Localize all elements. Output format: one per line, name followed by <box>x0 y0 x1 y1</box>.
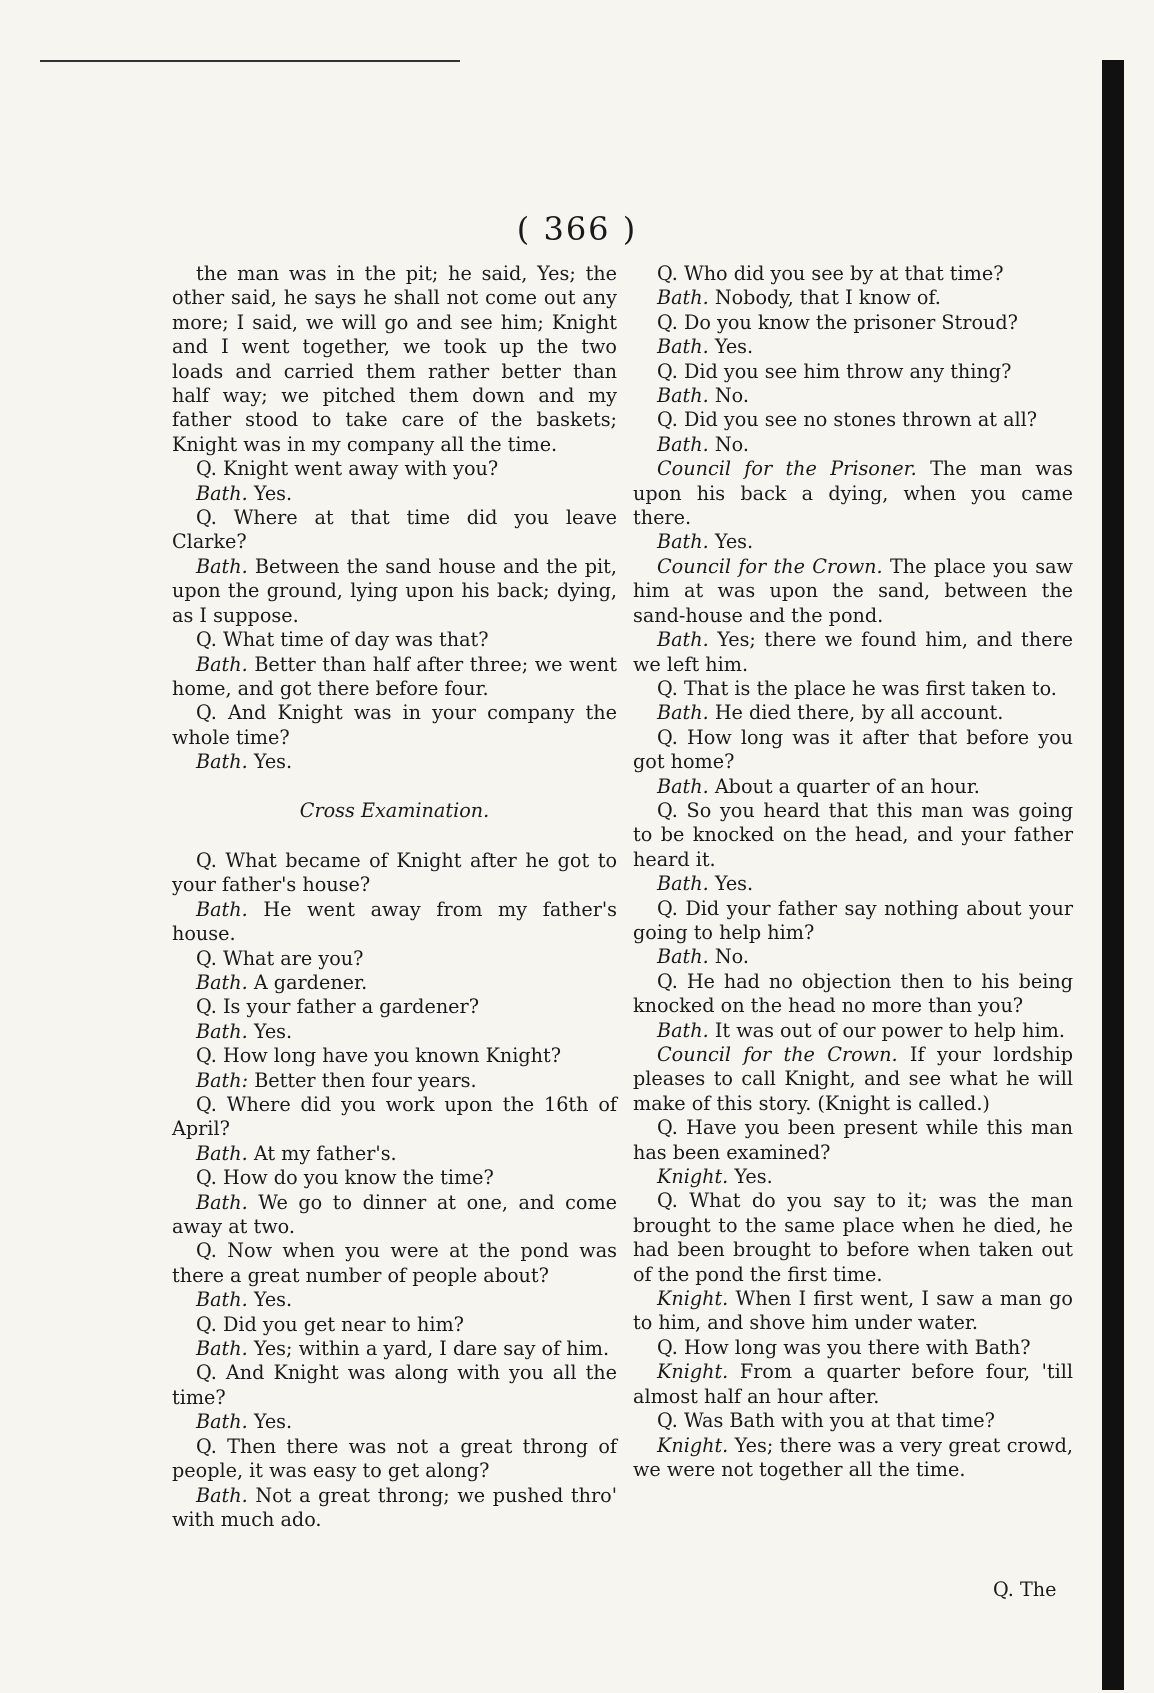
dialogue-paragraph <box>633 628 1073 677</box>
speaker-label: Bath. <box>657 286 709 310</box>
dialogue-paragraph <box>633 311 1073 335</box>
speaker-label: Knight. <box>657 1165 729 1189</box>
speaker-label: Bath. <box>196 1337 248 1361</box>
dialogue-paragraph <box>172 849 617 898</box>
speaker-label: Council for the Crown. <box>657 1043 898 1066</box>
paragraph-text: Yes. <box>253 481 293 505</box>
dialogue-paragraph <box>633 530 1073 554</box>
paragraph-text: Q. What time of day was that? <box>196 628 489 652</box>
dialogue-paragraph <box>633 262 1073 286</box>
dialogue-paragraph <box>172 506 617 555</box>
speaker-label: Council for the Prisoner. <box>657 457 917 481</box>
paragraph-text: The place you saw him at was upon the sand, between the sand-house and the pond. <box>633 554 1073 627</box>
paragraph-text: Yes; within a yard, I dare say of him. <box>253 1337 610 1361</box>
paragraph-text: Q. Where did you work upon the 16th of April? <box>172 1093 617 1141</box>
paragraph-text: The man was upon his back a dying, when you came there. <box>633 457 1073 530</box>
dialogue-paragraph <box>172 1288 617 1312</box>
dialogue-paragraph <box>172 971 617 995</box>
paragraph-text: It was out of our power to help him. <box>714 1018 1065 1042</box>
dialogue-paragraph <box>633 872 1073 896</box>
paragraph-text: Q. Was Bath with you at that time? <box>657 1409 995 1433</box>
paragraph-text: Q. How long was it after that before you got home? <box>633 725 1073 774</box>
speaker-label: Bath. <box>657 945 709 969</box>
dialogue-paragraph <box>172 1020 617 1044</box>
paragraph-text: Q. Knight went away with you? <box>196 457 499 481</box>
paragraph-text: Q. And Knight was along with you all the time? <box>172 1361 617 1409</box>
paragraph-text: Better then four years. <box>254 1068 477 1092</box>
catchword: Q. The <box>993 1578 1057 1601</box>
dialogue-paragraph <box>172 457 617 481</box>
paragraph-text: Yes. <box>253 750 293 774</box>
paragraph-text: Yes. <box>253 1019 293 1043</box>
dialogue-paragraph <box>633 726 1073 775</box>
speaker-label: Bath. <box>657 530 709 554</box>
left-column <box>172 262 617 1532</box>
paragraph-text: Between the sand house and the pit, upon the ground, lying upon his back; dying, as I suppose. <box>172 554 617 627</box>
dialogue-paragraph <box>633 1165 1073 1189</box>
dialogue-paragraph <box>172 1361 617 1410</box>
dialogue-paragraph <box>633 1019 1073 1043</box>
dialogue-paragraph <box>172 262 617 457</box>
speaker-label: Bath. <box>196 1288 248 1312</box>
paragraph-text: Yes. <box>714 530 754 554</box>
dialogue-paragraph <box>633 799 1073 872</box>
dialogue-paragraph <box>172 1313 617 1337</box>
page-number: ( 366 ) <box>516 210 638 248</box>
speaker-label: Bath: <box>196 1068 249 1092</box>
paragraph-text: He died there, by all account. <box>714 701 1004 725</box>
paragraph-text: Q. So you heard that this man was going to be knocked on the head, and your father heard it. <box>633 798 1073 871</box>
dialogue-paragraph <box>633 701 1073 725</box>
dialogue-paragraph <box>172 1410 617 1434</box>
paragraph-text: Q. And Knight was in your company the whole time? <box>172 701 617 749</box>
paragraph-text: Q. That is the place he was first taken to. <box>657 676 1057 700</box>
paragraph-text: Q. He had no objection then to his being knocked on the head no more than you? <box>633 969 1073 1018</box>
dialogue-paragraph <box>172 1191 617 1240</box>
dialogue-paragraph <box>172 1484 617 1533</box>
paragraph-text: Q. Where at that time did you leave Clarke? <box>172 506 617 554</box>
paragraph-text: Q. How long have you known Knight? <box>196 1044 562 1068</box>
paragraph-text: Q. What do you say to it; was the man brought to the same place when he died, he had been brought to before when taken out of the pond the first time. <box>633 1189 1073 1286</box>
paragraph-text: Not a great throng; we pushed thro' with much ado. <box>172 1483 617 1531</box>
section-heading: Cross Examination. <box>299 798 490 822</box>
dialogue-paragraph <box>633 1409 1073 1433</box>
paragraph-text: No. <box>714 945 749 969</box>
dialogue-paragraph <box>172 628 617 652</box>
paragraph-text: Yes; there we found him, and there we left him. <box>633 628 1073 676</box>
dialogue-paragraph <box>633 1360 1073 1409</box>
paragraph-text: No. <box>714 384 749 408</box>
speaker-label: Bath. <box>196 1410 248 1434</box>
paragraph-text: Yes. <box>253 1410 293 1434</box>
dialogue-paragraph <box>172 947 617 971</box>
dialogue-paragraph <box>172 995 617 1019</box>
dialogue-paragraph <box>172 653 617 702</box>
paragraph-text: the man was in the pit; he said, Yes; the other said, he says he shall not come out any more; I said, we will go and see him; Knight and I went together, we took up the two loads and carried them rather better than half way; we pitched them down and my father stood to take care of the baskets; Knight was in my company all the time. <box>172 262 617 456</box>
paragraph-text: Q. What are you? <box>196 946 364 970</box>
paragraph-text: Q. Do you know the prisoner Stroud? <box>657 310 1018 334</box>
paragraph-text: Q. Did you get near to him? <box>196 1312 464 1336</box>
paragraph-text: Q. Who did you see by at that time? <box>657 262 1004 285</box>
speaker-label: Knight. <box>657 1287 729 1311</box>
dialogue-paragraph <box>633 384 1073 408</box>
paragraph-text: Q. How long was you there with Bath? <box>657 1335 1031 1359</box>
paragraph-text: A gardener. <box>253 970 368 994</box>
dialogue-paragraph <box>172 701 617 750</box>
speaker-label: Bath. <box>657 628 709 652</box>
dialogue-paragraph <box>172 1337 617 1361</box>
dialogue-paragraph <box>172 1239 617 1288</box>
dialogue-paragraph <box>633 1434 1073 1483</box>
paragraph-text: Q. Did you see no stones thrown at all? <box>657 408 1038 432</box>
paragraph-text: We go to dinner at one, and come away at two. <box>172 1190 617 1239</box>
paragraph-text: Q. What became of Knight after he got to your father's house? <box>172 848 617 897</box>
dialogue-paragraph <box>172 1069 617 1093</box>
right-column <box>633 262 1073 1482</box>
speaker-label: Bath. <box>196 481 248 505</box>
dialogue-paragraph <box>633 677 1073 701</box>
speaker-label: Bath. <box>657 432 709 456</box>
paragraph-text: Q. Is your father a gardener? <box>196 995 479 1019</box>
speaker-label: Bath. <box>196 970 248 994</box>
speaker-label: Council for the Crown. <box>657 554 883 578</box>
page-edge-shadow <box>1102 60 1124 1690</box>
dialogue-paragraph <box>633 1116 1073 1165</box>
paragraph-text: If your lordship pleases to call Knight, and see what he will make of this story. (Knight is called.) <box>633 1043 1073 1115</box>
dialogue-paragraph <box>172 898 617 947</box>
dialogue-paragraph <box>633 970 1073 1019</box>
paragraph-text: Yes. <box>714 335 754 359</box>
dialogue-paragraph <box>633 286 1073 310</box>
dialogue-paragraph <box>172 1435 617 1484</box>
paragraph-text: Q. Did you see him throw any thing? <box>657 359 1012 383</box>
paragraph-text: Q. Have you been present while this man has been examined? <box>633 1116 1073 1164</box>
speaker-label: Knight. <box>657 1360 729 1384</box>
dialogue-paragraph <box>633 457 1073 530</box>
paragraph-text: Q. Then there was not a great throng of people, it was easy to get along? <box>172 1434 617 1483</box>
paragraph-text: Q. Now when you were at the pond was there a great number of people about? <box>172 1239 617 1287</box>
speaker-label: Bath. <box>657 872 709 896</box>
speaker-label: Knight. <box>657 1433 729 1457</box>
paragraph-text: When I first went, I saw a man go to him, and shove him under water. <box>633 1287 1073 1335</box>
dialogue-paragraph <box>172 750 617 774</box>
speaker-label: Bath. <box>196 1190 248 1214</box>
paragraph-text: He went away from my father's house. <box>172 897 617 946</box>
paragraph-text: Yes. <box>714 872 754 896</box>
dialogue-paragraph <box>172 1142 617 1166</box>
dialogue-paragraph <box>633 335 1073 359</box>
speaker-label: Bath. <box>657 384 709 408</box>
paragraph-text: About a quarter of an hour. <box>714 774 980 798</box>
dialogue-paragraph <box>633 408 1073 432</box>
paragraph-text: No. <box>714 432 749 456</box>
paragraph-text: Nobody, that I know of. <box>714 286 941 310</box>
speaker-label: Bath. <box>196 1141 248 1165</box>
paragraph-text: Yes; there was a very great crowd, we were not together all the time. <box>633 1433 1073 1481</box>
paragraph-text: Q. How do you know the time? <box>196 1166 494 1190</box>
speaker-label: Bath. <box>196 1483 248 1507</box>
dialogue-paragraph <box>633 775 1073 799</box>
paragraph-text: From a quarter before four, 'till almost half an hour after. <box>633 1360 1073 1408</box>
paragraph-text: Yes. <box>734 1165 773 1189</box>
dialogue-paragraph <box>633 897 1073 946</box>
dialogue-paragraph <box>172 482 617 506</box>
speaker-label: Bath. <box>196 750 248 774</box>
dialogue-paragraph <box>633 1189 1073 1287</box>
speaker-label: Bath. <box>657 1018 709 1042</box>
paragraph-text: At my father's. <box>253 1141 397 1165</box>
paragraph-text: Better than half after three; we went home, and got there before four. <box>172 652 617 700</box>
dialogue-paragraph <box>172 555 617 628</box>
speaker-label: Bath. <box>196 652 248 676</box>
paragraph-text: Yes. <box>253 1288 293 1312</box>
dialogue-paragraph <box>633 1336 1073 1360</box>
dialogue-paragraph <box>633 1043 1073 1116</box>
dialogue-paragraph <box>172 1044 617 1068</box>
speaker-label: Bath. <box>657 335 709 359</box>
speaker-label: Bath. <box>657 774 709 798</box>
dialogue-paragraph <box>633 360 1073 384</box>
speaker-label: Bath. <box>196 1019 248 1043</box>
paragraph-text: Q. Did your father say nothing about your going to help him? <box>633 896 1073 944</box>
speaker-label: Bath. <box>196 554 248 578</box>
dialogue-paragraph <box>633 555 1073 628</box>
dialogue-paragraph <box>633 433 1073 457</box>
top-rule <box>40 60 460 62</box>
dialogue-paragraph <box>633 945 1073 969</box>
speaker-label: Bath. <box>196 897 248 921</box>
dialogue-paragraph <box>172 1093 617 1142</box>
dialogue-paragraph <box>172 1166 617 1190</box>
speaker-label: Bath. <box>657 701 709 725</box>
dialogue-paragraph <box>633 1287 1073 1336</box>
